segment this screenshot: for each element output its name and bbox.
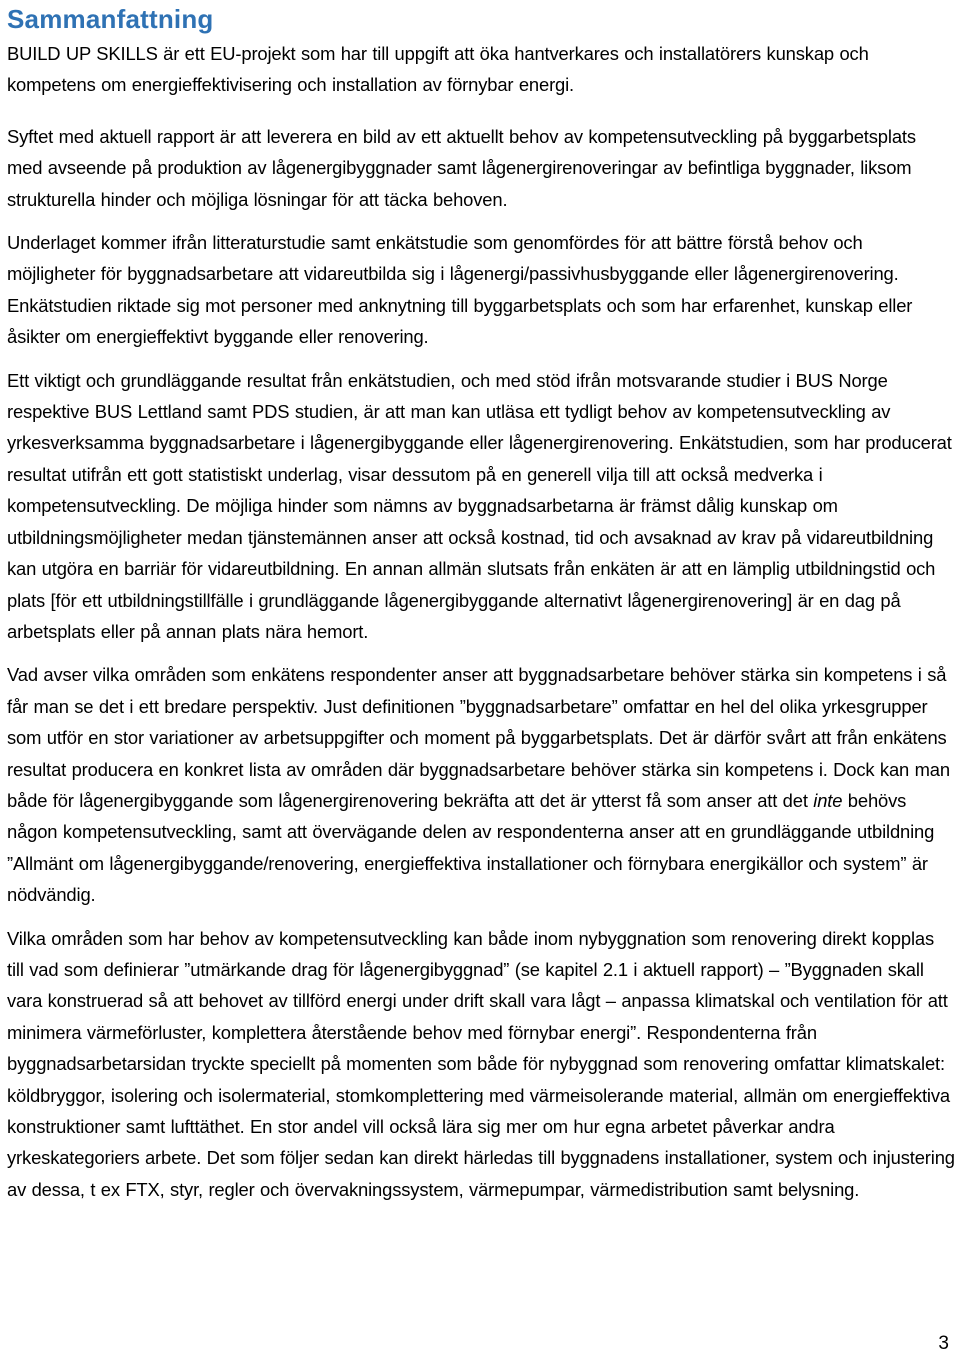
paragraph-text-before-italic: Vad avser vilka områden som enkätens respondenter anser att byggnadsarbetare behöver stärka sin kompetens i så får man se det i ett bredare perspektiv. Just definitionen ”byggnadsarbetare” omfattar en hel del olika yrkesgrupper som utför en stor variationer av arbetsuppgifter och moment på byggarbetsplats. Det är därför svårt att från enkätens resultat producera en konkret lista av områden där byggnadsarbetare behöver stärka sin kompetens i. Dock kan man både för lågenergibyggande som lågenergirenovering bekräfta att det är ytterst få som anser att det <box>7 664 950 811</box>
paragraph-development-needs: Vilka områden som har behov av kompetensutveckling kan både inom nybyggnation som renovering direkt kopplas till vad som definierar ”utmärkande drag för lågenergibyggnad” (se kapitel 2.1 i aktuell rapport) – ”Byggnaden skall vara konstruerad så att behovet av tillförd energi under drift skall vara lågt – anpassa klimatskal och ventilation för att minimera värmeförluster, komplettera återstående behov med förnybar energi”. Respondenterna från byggnadsarbetarsidan tryckte speciellt på momenten som både för nybyggnad som renovering omfattar klimatskalet: köldbryggor, isolering och isolermaterial, stomkomplettering med värmeisolerande material, allmän om energieffektiva konstruktioner samt lufttäthet. En stor andel vill också lära sig mer om hur egna arbetet påverkar andra yrkeskategoriers arbete. Det som följer sedan kan direkt härledas till byggnadens installationer, system och injustering av dessa, t ex FTX, styr, regler och övervakningssystem, värmepumpar, värmedistribution samt belysning. <box>7 927 955 1200</box>
paragraph-intro: BUILD UP SKILLS är ett EU-projekt som har till uppgift att öka hantverkares och installatörers kunskap och kompetens om energieffektivisering och installation av förnybar energi. <box>7 43 869 96</box>
section-heading: Sammanfattning <box>7 4 214 34</box>
paragraph-basis: Underlaget kommer ifrån litteraturstudie samt enkätstudie som genomfördes för att bättre förstå behov och möjligheter för byggnadsarbetare att vidareutbilda sig i lågenergi/passivhusbyggande eller lågenergirenovering. Enkätstudien riktade sig mot personer med anknytning till byggarbetsplats och som har erfarenhet, kunskap eller åsikter om energieffektivt byggande eller renovering. <box>7 232 913 348</box>
document-page <box>7 0 955 1205</box>
paragraph-purpose: Syftet med aktuell rapport är att leverera en bild av ett aktuellt behov av kompetensutveckling på byggarbetsplats med avseende på produktion av lågenergibyggnader samt lågenergirenoveringar av befintliga byggnader, liksom strukturella hinder och möjliga lösningar för att täcka behoven. <box>7 125 916 210</box>
paragraph-text-after-italic: behövs någon kompetensutveckling, samt att övervägande delen av respondenterna anser att en grundläggande utbildning ”Allmänt om lågenergibyggande/renovering, energieffektiva installationer och förnybara energikällor och system” är nödvändig. <box>7 789 935 906</box>
paragraph-italic-word: inte <box>813 789 843 811</box>
page-number: 3 <box>938 1333 949 1354</box>
paragraph-results: Ett viktigt och grundläggande resultat från enkätstudien, och med stöd ifrån motsvarande studier i BUS Norge respektive BUS Lettland samt PDS studien, är att man kan utläsa ett tydligt behov av kompetensutveckling av yrkesverksamma byggnadsarbetare i lågenergibyggande eller lågenergirenovering. Enkätstudien, som har producerat resultat utifrån ett gott statistiskt underlag, visar dessutom på en generell vilja till att också medverka i kompetensutveckling. De möjliga hinder som nämns av byggnadsarbetarna är främst dålig kunskap om utbildningsmöjligheter medan tjänstemännen anser att också kostnad, tid och avsaknad av krav på vidareutbildning kan utgöra en barriär för vidareutbildning. En annan allmän slutsats från enkäten är att en lämplig utbildningstid och plats [för ett utbildningstillfälle i grundläggande lågenergibyggande alternativt lågenergirenovering] är en dag på arbetsplats eller på annan plats nära hemort. <box>7 369 952 642</box>
paragraph-competence-areas <box>7 659 955 910</box>
